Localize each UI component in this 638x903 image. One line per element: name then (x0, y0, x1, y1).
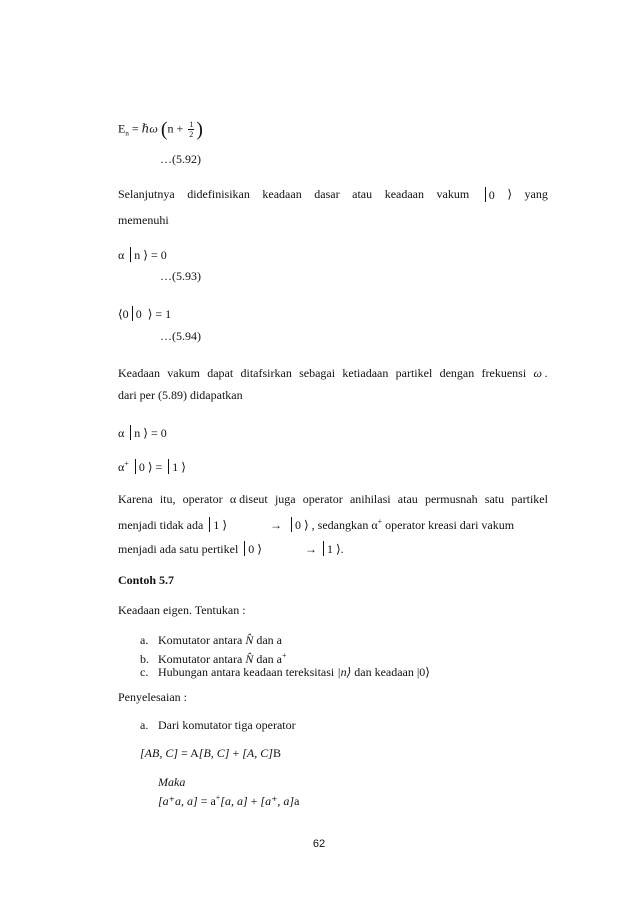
list-item: c. Hubungan antara keadaan tereksitasi |n⟩ dan keadaan |0⟩ (140, 665, 430, 679)
list-item: b. Komutator antara N̂ dan a+ (140, 651, 287, 666)
energy-symbol: E (118, 121, 126, 136)
equation-5-94: ⟨0 0 ⟩ = 1 (118, 307, 172, 321)
paragraph-3-line-1: Karena itu, operator α diseut juga operator anihilasi atau permusnah satu partikel (118, 492, 548, 506)
example-title: Contoh 5.7 (118, 573, 175, 587)
paragraph-1-line-1: Selanjutnya didefinisikan keadaan dasar atau keadaan vakum 0 ⟩ yang (118, 187, 548, 202)
solution-step-a: a. Dari komutator tiga operator (140, 718, 296, 732)
commutator-application: [a⁺a, a] = a+[a, a] + [a⁺, a]a (158, 793, 300, 808)
list-item: a. Komutator antara N̂ dan a (140, 633, 282, 647)
paragraph-3-line-2: menjadi tidak ada 1 ⟩ → 0 ⟩ , sedangkan α+ operator kreasi dari vakum (118, 517, 515, 532)
equation-5-93: α n ⟩ = 0 (118, 248, 167, 262)
equation-annihilation: α n ⟩ = 0 (118, 426, 167, 440)
hbar-omega: ℏω (141, 121, 158, 136)
equation-label-5-94: …(5.94) (160, 329, 201, 343)
one-half-fraction: $\frac{1}{2}$ (189, 120, 194, 139)
page-number: 62 (312, 838, 326, 850)
paragraph-1-line-2: memenuhi (118, 213, 169, 227)
equation-creation: α+ 0 ⟩ = 1 ⟩ (118, 459, 186, 474)
equation-label-5-92: …(5.92) (160, 152, 201, 166)
paragraph-3-line-3: menjadi ada satu pertikel 0 ⟩ → 1 ⟩. (118, 542, 344, 556)
equation-5-92: $E_n$ = ℏω (n + $\frac{1}{2}$ ) (118, 118, 203, 141)
paragraph-2-line-1: Keadaan vakum dapat ditafsirkan sebagai ketiadaan partikel dengan frekuensi ω . (118, 366, 548, 380)
commutator-identity: [AB, C] = A[B, C] + [A, C]B (140, 746, 281, 760)
example-task-list (140, 632, 430, 680)
maka-label: Maka (158, 775, 186, 789)
solution-title: Penyelesaian : (118, 690, 187, 704)
example-intro: Keadaan eigen. Tentukan : (118, 603, 246, 617)
paragraph-2-line-2: dari per (5.89) didapatkan (118, 388, 243, 402)
equation-label-5-93: …(5.93) (160, 269, 201, 283)
